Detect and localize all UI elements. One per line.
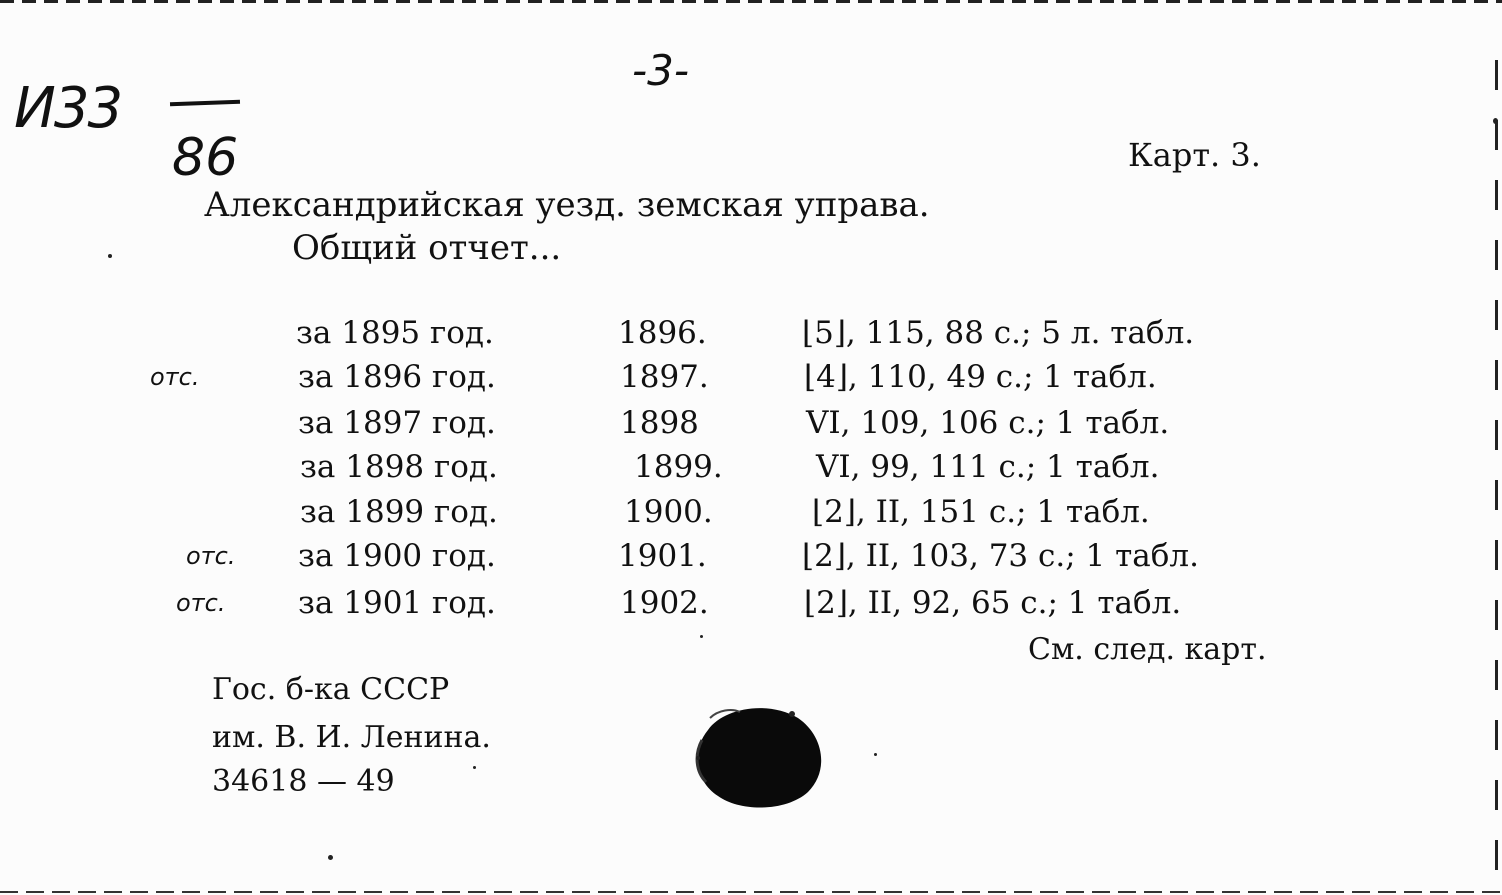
entry-published: 1901. [618, 538, 707, 574]
entry-mark: отс. [186, 542, 236, 570]
entry-year: за 1900 год. [298, 538, 496, 574]
entry-published: 1902. [620, 585, 709, 621]
card-top-edge [0, 0, 1502, 3]
continued-note: См. след. карт. [1028, 632, 1267, 667]
entry-published: 1897. [620, 359, 709, 395]
entry-mark: отс. [176, 589, 226, 617]
entry-year: за 1895 год. [296, 315, 494, 351]
page-number: -3- [632, 46, 690, 95]
entry-year: за 1897 год. [298, 405, 496, 441]
entry-row [0, 583, 1502, 627]
entry-year: за 1899 год. [300, 494, 498, 530]
ink-blot [688, 700, 826, 810]
card-subheading: Общий отчет... [292, 228, 562, 268]
entry-mark: отс. [150, 363, 200, 391]
entry-collation: ⌊2⌋, II, 103, 73 с.; 1 табл. [802, 538, 1199, 574]
entry-row [0, 492, 1502, 536]
entry-row [0, 313, 1502, 357]
card-bottom-edge [0, 891, 1502, 893]
library-name: Гос. б-ка СССР [212, 672, 450, 707]
entry-year: за 1901 год. [298, 585, 496, 621]
entry-row [0, 357, 1502, 401]
dust-speck [700, 635, 703, 638]
library-dedication: им. В. И. Ленина. [212, 720, 491, 755]
dust-speck [108, 254, 112, 258]
entry-collation: VI, 109, 106 с.; 1 табл. [806, 405, 1170, 441]
entry-row [0, 536, 1502, 580]
call-number-top: И33 [14, 76, 122, 141]
entry-published: 1898 [620, 405, 699, 441]
entry-row [0, 403, 1502, 447]
entry-year: за 1896 год. [298, 359, 496, 395]
call-number-divider [170, 100, 240, 106]
dust-speck [1493, 118, 1498, 124]
card-number: Карт. 3. [1128, 136, 1261, 174]
card-heading: Александрийская уезд. земская управа. [204, 185, 930, 225]
dust-speck [473, 766, 476, 769]
call-number-bottom: 86 [172, 128, 239, 188]
entry-collation: ⌊5⌋, 115, 88 с.; 5 л. табл. [802, 315, 1195, 351]
entry-collation: VI, 99, 111 с.; 1 табл. [816, 449, 1160, 485]
entry-row [0, 447, 1502, 491]
dust-speck [874, 753, 877, 756]
entry-collation: ⌊4⌋, 110, 49 с.; 1 табл. [804, 359, 1157, 395]
entry-published: 1899. [634, 449, 723, 485]
entry-year: за 1898 год. [300, 449, 498, 485]
dust-speck [328, 855, 333, 860]
card-print-number: 34618 — 49 [212, 764, 395, 799]
entry-published: 1896. [618, 315, 707, 351]
entry-collation: ⌊2⌋, II, 151 с.; 1 табл. [812, 494, 1150, 530]
entry-published: 1900. [624, 494, 713, 530]
entry-collation: ⌊2⌋, II, 92, 65 с.; 1 табл. [804, 585, 1182, 621]
